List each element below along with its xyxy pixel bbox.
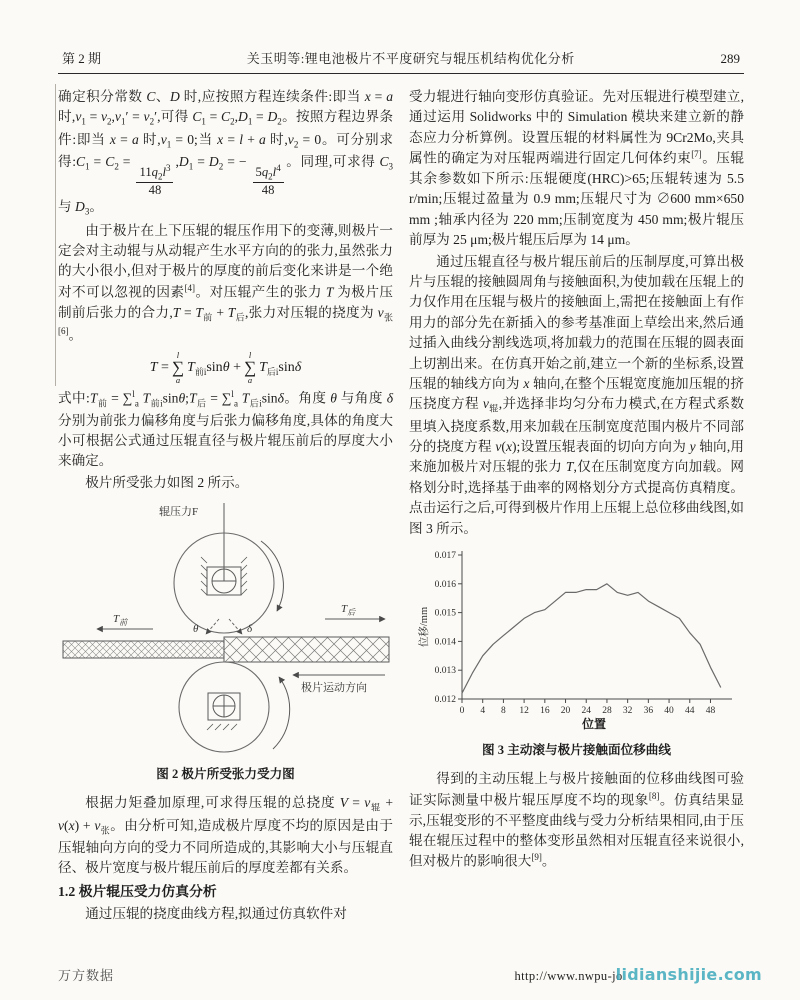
upper-rotation-arrow — [261, 541, 283, 611]
summation-symbol: l ∑ a — [171, 349, 185, 386]
two-column-body — [58, 87, 744, 959]
paragraph-roller-params: 受力辊进行轴向变形仿真验证。先对压辊进行模型建立,通过运用 Solidworks 中的 Simulation 模块来建立新的静态应力分析算例。设置压辊的材料属性为 9Cr2Mo,夹具属性的确定为对压辊两端进行固定几何体约束[7]。压辊其余参数如下所示:压辊硬度(HRC)>65;压辊转速为 5.5 r/min;压辊过盈量为 0.9 mm;压辊尺寸为 ∅600 mm×650 mm ;轴承内径为 220 mm;压制宽度为 450 mm;极片辊压前厚为 25 μm;极片辊压后厚为 14 μm。 — [409, 89, 744, 248]
page-header — [58, 48, 744, 74]
right-column — [409, 87, 744, 959]
equation-tension-sum: T = l ∑ a $T_{前i}\sin\theta$ + l ∑ a $T_{后i}\sin\delta$ — [149, 349, 302, 386]
left-column — [58, 87, 393, 959]
paragraph-text: 。同理,可求得 $C_3$ 与 $D_3$。 — [58, 153, 394, 218]
svg-text:0.017: 0.017 — [434, 550, 456, 561]
paragraph-integration-constants — [58, 87, 393, 220]
section-heading-1-2: 1.2 极片辊压受力仿真分析 — [58, 883, 217, 899]
figure3-chart-container — [409, 545, 744, 739]
svg-text:20: 20 — [560, 705, 570, 716]
svg-text:0: 0 — [459, 705, 464, 716]
paragraph-tension: 由于极片在上下压辊的辊压作用下的变薄,则极片一定会对主动辊与从动辊产生水平方向的的张力,虽然张力的大小很小,但对于极片的厚度的前后变化来讲是一个绝对不可以忽视的因素[4]。对压辊产生的张力 T 为极片压制前后张力的合力$,T = T_前 + T_后$,张力对压辊的挠度为 $v_张[6]$。 — [58, 222, 393, 343]
page — [58, 48, 744, 959]
lower-rotation-arrow — [273, 677, 290, 749]
svg-text:40: 40 — [663, 705, 674, 716]
figure3-x-axis-label: 位置 — [581, 716, 606, 731]
figure2-caption: 图 2 极片所受张力受力图 — [156, 767, 295, 782]
svg-text:8: 8 — [500, 705, 506, 716]
strip-thick — [224, 637, 389, 662]
motion-direction-label: 极片运动方向 — [300, 682, 367, 695]
figure2-diagram — [61, 501, 391, 757]
figure3-y-axis-label: 位移/mm — [418, 606, 430, 648]
journal-issue: 第 2 期 — [62, 51, 102, 66]
svg-text:44: 44 — [684, 705, 695, 716]
svg-text:0.013: 0.013 — [434, 666, 456, 677]
page-number: 289 — [720, 51, 740, 66]
figure3-caption: 图 3 主动滚与极片接触面位移曲线 — [482, 743, 671, 758]
svg-text:0.015: 0.015 — [434, 608, 456, 619]
figure3 — [409, 545, 744, 760]
paragraph-results: 得到的主动压辊上与极片接触面的位移曲线图可验证实际测量中极片辊压厚度不均的现象[8]。仿真结果显示,压辊变形的不平整度曲线与受力分析结果相同,由于压辊在辊压过程中的整体变形虽然相对压辊直径来说很小,但对极片的影响很大[9]。 — [409, 771, 744, 869]
paragraph-text: 确定积分常数 C、D 时,应按照方程连续条件:即当 x = a 时$,v_1 = v_2,v_1' = v_2'$,可得 $C_1 = C_2,D_1 = D_2$。按照方程边界条件:即当 x = a 时$,v_1 = 0$;当 x = l + a 时$,v_2 = 0$。可分别求得$:C_1 = C_2$ = — [58, 89, 394, 172]
force-label: 辊压力F — [158, 506, 198, 519]
t-rear-label: $T_后$ — [340, 603, 355, 618]
svg-text:4: 4 — [479, 705, 485, 716]
figure3-chart — [416, 545, 738, 733]
svg-text:16: 16 — [539, 705, 550, 716]
svg-text:0.012: 0.012 — [434, 694, 456, 705]
running-title: 关玉明等:锂电池极片不平度研究与辊压机结构优化分析 — [246, 51, 575, 66]
delta-label: δ — [246, 623, 252, 636]
watermark-text: lidianshijie.com — [615, 965, 762, 984]
paragraph-text: $,D_1 = D_2$ = − — [175, 153, 251, 172]
paragraph-where: 式中$:T_前 = \sum^l_a$ $T_{前i}\sin\theta;T_后 = \sum^l_a$ $T_{后i}\sin\delta$。角度 θ 与角度 δ 分别为前张力偏移角度与后张力偏移角度,具体的角度大小可根据公式通过压辊直径与极片辊压前后的厚度大小来确定。 — [58, 388, 394, 469]
paragraph-simulation-setup: 通过压辊直径与极片辊压前后的压制厚度,可算出极片与压辊的接触圆周角与接触面积,为使加载在压辊上的力仅作用在压辊与极片的接触面上,需把在接触面上有作用力的部分先在新插入的参考基准面上草绘出来,然后通过插入曲线分割线选项,将加载力的范围在压辊的圆表面上切割出来。在仿真开始之前,建立一个新的坐标系,设置压辊的轴线方向为 x 轴向,在整个压辊宽度施加压辊的挤压挠度方程 $v_辊$,并选择非均匀分布力模式,在方程式系数里填入挠度系数,用来加载在压制宽度范围内极片不同部分的挠度方程 v(x);设置压辊表面的切向方向为 y 轴向,用来施加极片对压辊的张力 T,仅在压制宽度方向加载。网格划分时,选择基于曲率的网格划分方式提高仿真精度。点击运行之后,可得到极片作用上压辊上总位移曲线图,如图 3 所示。 — [409, 253, 744, 536]
svg-text:12: 12 — [518, 705, 529, 716]
paragraph-superposition: 根据力矩叠加原理,可求得压辊的总挠度 $V = v_辊 + v(x) + v_张$。由分析可知,造成极片厚度不均的原因是由于压辊轴向方向的受力不同所造成的,其影响大小与压辊直径、极片宽度与极片辊压前后的厚度差都有关系。 — [58, 795, 393, 876]
svg-text:0.016: 0.016 — [434, 579, 456, 590]
paragraph-simulation-intro: 通过压辊的挠度曲线方程,拟通过仿真软件对 — [85, 906, 347, 922]
svg-text:36: 36 — [643, 705, 653, 716]
journal-url: http://www.nwpu-jo — [514, 969, 623, 983]
svg-text:32: 32 — [622, 705, 632, 716]
t-front-label: $T_前$ — [112, 613, 127, 628]
svg-text:0.014: 0.014 — [434, 637, 456, 648]
strip-thin — [63, 641, 224, 658]
theta-label: θ — [192, 623, 198, 636]
fraction: $\frac{5q_2l^4}{48}$ — [253, 163, 284, 197]
paragraph-fig2-intro: 极片所受张力如图 2 所示。 — [85, 474, 249, 490]
figure2 — [58, 501, 393, 784]
svg-text:48: 48 — [705, 705, 715, 716]
footer-url-area — [515, 965, 762, 984]
svg-text:28: 28 — [601, 705, 612, 716]
scan-edge-line — [55, 84, 56, 386]
summation-symbol: l ∑ a — [243, 349, 257, 386]
page-footer — [58, 965, 762, 984]
fraction: $\frac{11q_2l^3}{48}$ — [136, 163, 173, 197]
svg-text:24: 24 — [580, 705, 591, 716]
wanfang-data-mark: 万方数据 — [58, 968, 115, 983]
